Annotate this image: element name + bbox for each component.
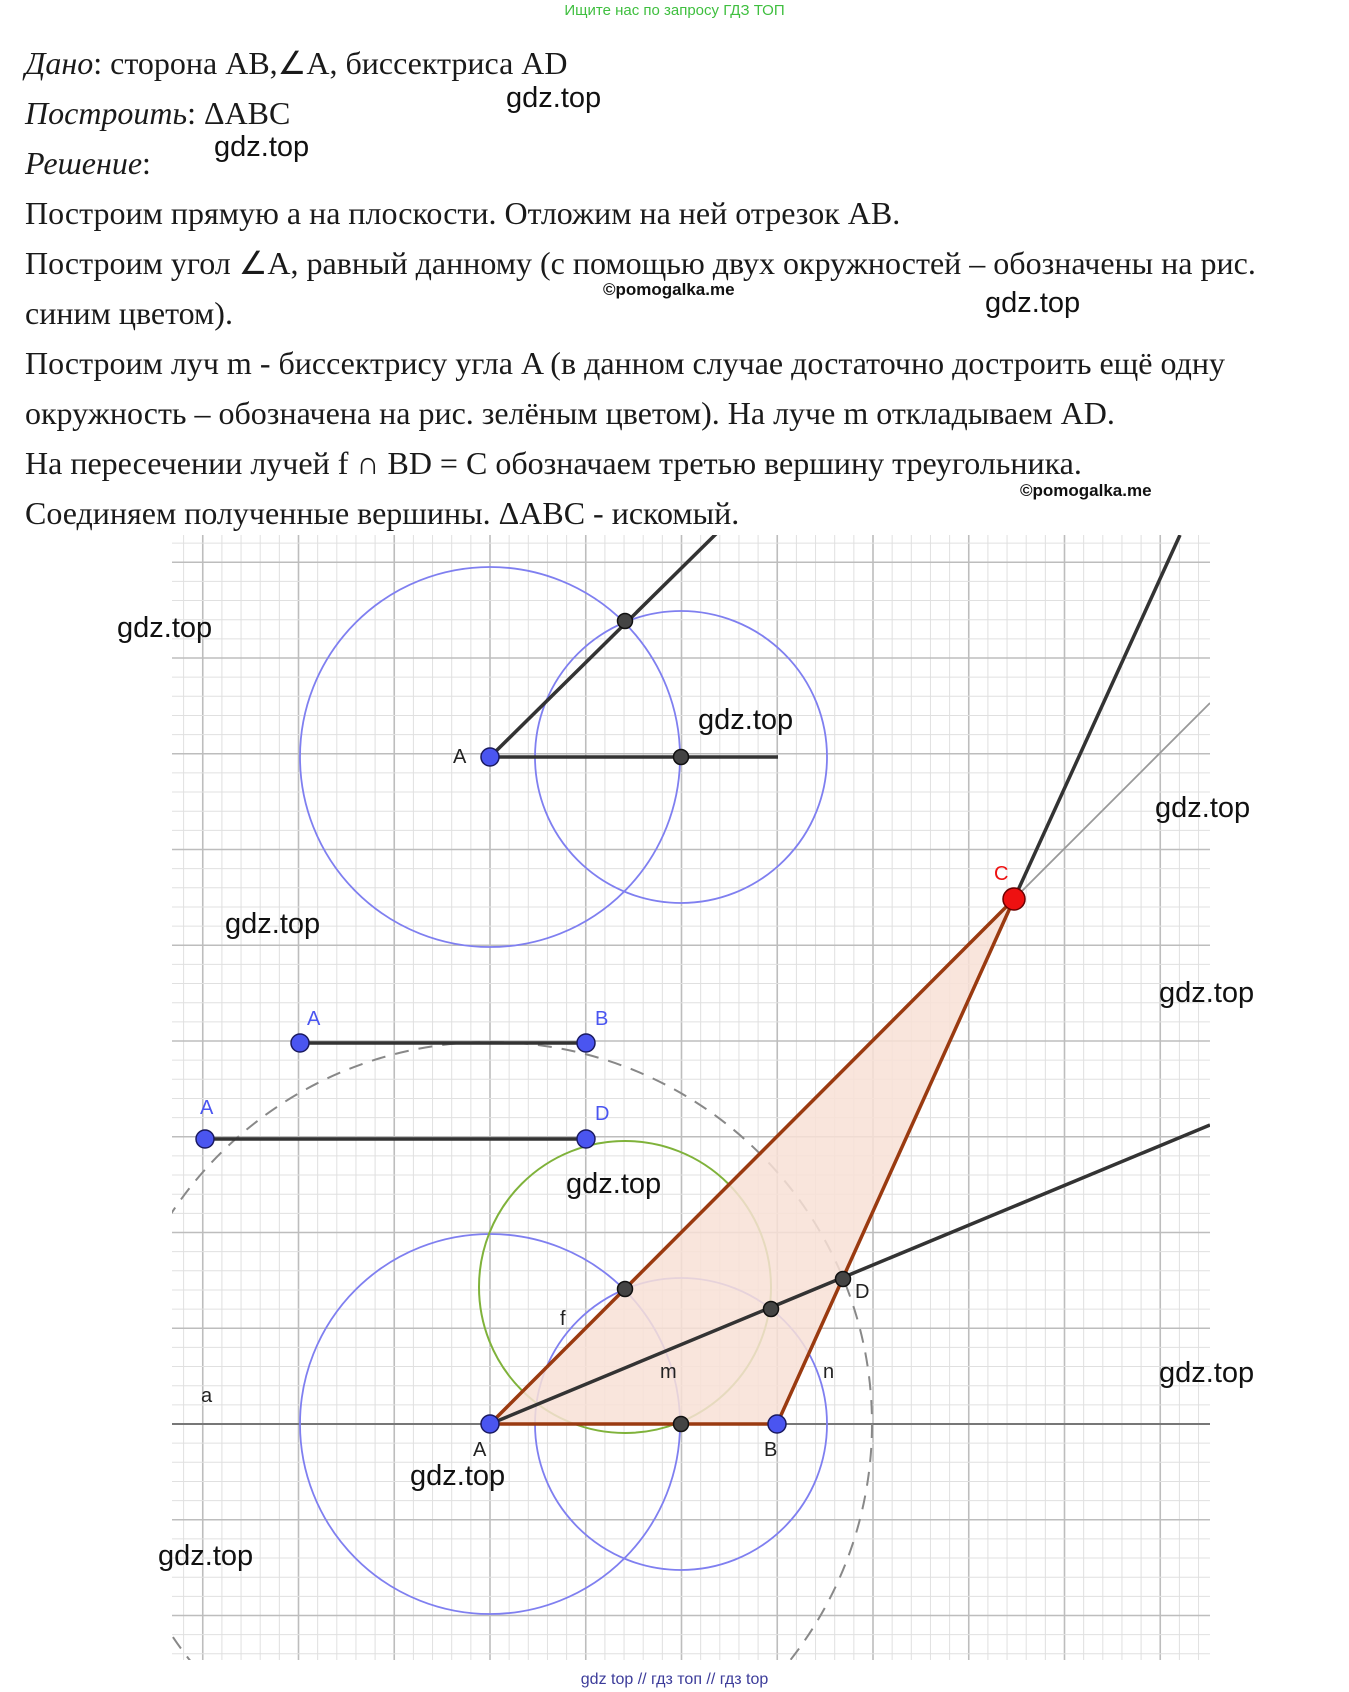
given-text: сторона AB,∠A, биссектриса AD: [110, 45, 568, 81]
point-given-d: [577, 1130, 595, 1148]
watermark-gdz-6: gdz.top: [1155, 792, 1251, 824]
point-top-a: [481, 748, 499, 766]
grid: [172, 535, 1210, 1660]
watermark-gdz-5: gdz.top: [698, 704, 794, 736]
watermark-gdz-4: gdz.top: [117, 612, 213, 644]
watermark-gdz-12: gdz.top: [158, 1540, 254, 1572]
watermark-gdz-11: gdz.top: [410, 1460, 506, 1492]
point-top-int: [618, 614, 633, 629]
point-given-a1: [291, 1034, 309, 1052]
construct-label: Построить: [25, 95, 188, 131]
point-f-int: [618, 1282, 633, 1297]
step-5: Соединяем полученные вершины. ΔABC - искомый.: [25, 495, 740, 531]
point-m-int: [764, 1302, 779, 1317]
label-a: A: [473, 1439, 487, 1461]
watermark-gdz-7: gdz.top: [225, 908, 321, 940]
point-mid-ab: [674, 1417, 689, 1432]
point-given-a2: [196, 1130, 214, 1148]
solution-label: Решение: [25, 145, 143, 181]
label-f: f: [560, 1308, 566, 1330]
watermark-pomogalka-2: ©pomogalka.me: [1020, 481, 1152, 500]
point-c: [1003, 888, 1025, 910]
label-given-a2: A: [200, 1097, 214, 1119]
point-b: [768, 1415, 786, 1433]
step-2: Построим угол ∠A, равный данному (с помощью двух окружностей – обозначены на рис. синим цветом).: [25, 245, 1256, 331]
step-4: На пересечении лучей f ∩ BD = C обозначаем третью вершину треугольника.: [25, 445, 1082, 481]
label-d: D: [855, 1281, 870, 1303]
point-a: [481, 1415, 499, 1433]
watermark-gdz-8: gdz.top: [1159, 977, 1255, 1009]
label-given-b: B: [595, 1008, 609, 1030]
step-1: Построим прямую a на плоскости. Отложим на ней отрезок AB.: [25, 195, 901, 231]
label-given-d: D: [595, 1103, 610, 1125]
label-m: m: [660, 1361, 677, 1383]
label-a-line: a: [201, 1385, 213, 1407]
watermark-gdz-3: gdz.top: [985, 287, 1081, 319]
given-line: Дано: сторона AB,∠A, биссектриса AD: [25, 45, 568, 81]
watermark-gdz-9: gdz.top: [566, 1168, 662, 1200]
point-top-mid: [674, 750, 689, 765]
watermark-gdz-1: gdz.top: [506, 82, 602, 114]
point-given-b: [577, 1034, 595, 1052]
step-3: Построим луч m - биссектрису угла A (в данном случае достаточно достроить ещё одну окружность – обозначена на рис. зелёным цветом). На луче m откладываем AD.: [25, 345, 1225, 431]
ray-bd: [1014, 535, 1180, 899]
label-b: B: [764, 1439, 778, 1461]
watermark-pomogalka-1: ©pomogalka.me: [603, 280, 735, 299]
label-top-a: A: [453, 746, 467, 768]
bottom-banner[interactable]: gdz top // гдз топ // гдз top: [580, 1671, 769, 1688]
top-banner[interactable]: Ищите нас по запросу ГДЗ ТОП: [564, 2, 785, 19]
label-n: n: [823, 1361, 835, 1383]
label-given-a1: A: [307, 1008, 321, 1030]
watermark-gdz-10: gdz.top: [1159, 1357, 1255, 1389]
given-label: Дано: [25, 45, 94, 81]
construct-text: ΔABC: [203, 95, 291, 131]
label-c: C: [994, 863, 1009, 885]
solution-line: Решение:: [25, 145, 151, 181]
point-d: [836, 1272, 851, 1287]
watermark-gdz-2: gdz.top: [214, 131, 310, 163]
construct-line: Построить: ΔABC: [25, 95, 291, 131]
